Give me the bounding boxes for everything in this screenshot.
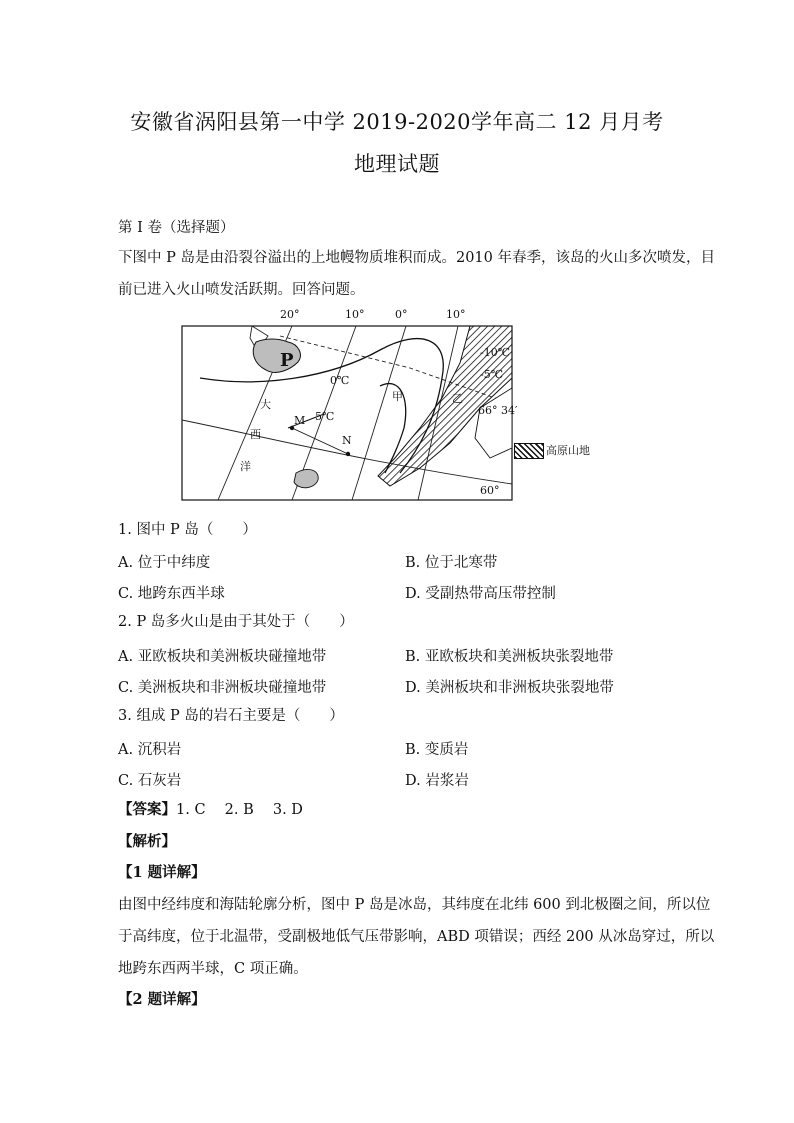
label-yi: 乙 <box>452 392 463 405</box>
top-label-10w: 10° <box>345 308 365 321</box>
q2-option-a: A. 亚欧板块和美洲板块碰撞地带 <box>118 649 327 665</box>
point-n <box>346 452 350 456</box>
top-label-10e: 10° <box>446 308 466 321</box>
legend-swatch <box>514 443 544 459</box>
section-heading: 第 I 卷（选择题） <box>118 220 235 236</box>
latitude-60 <box>182 420 512 484</box>
detail-1-line-3: 地跨东西两半球，C 项正确。 <box>118 961 308 977</box>
label-m: M <box>294 414 306 427</box>
title-line-1: 安徽省涡阳县第一中学 2019-2020学年高二 12 月月考 <box>130 110 664 134</box>
label-minus5c: -5℃ <box>480 368 504 381</box>
answer-line <box>118 800 303 820</box>
title-line-2: 地理试题 <box>354 152 440 176</box>
intro-line-2: 前已进入火山喷发活跃期。回答问题。 <box>118 282 365 298</box>
legend-label: 高原山地 <box>546 444 590 457</box>
ocean-char-3: 洋 <box>240 460 251 473</box>
q3-option-d: D. 岩浆岩 <box>405 773 469 789</box>
analysis-label: 【解析】 <box>118 833 176 850</box>
route-mn <box>292 428 348 454</box>
top-label-0: 0° <box>395 308 408 321</box>
label-jia: 甲 <box>392 390 403 403</box>
detail-2-label: 【2 题详解】 <box>118 991 206 1008</box>
q2-option-b: B. 亚欧板块和美洲板块张裂地带 <box>405 649 614 665</box>
q1-option-b: B. 位于北寒带 <box>405 555 498 571</box>
label-5c: 5℃ <box>315 410 335 423</box>
answer-text: 1. C 2. B 3. D <box>176 802 303 818</box>
detail-1-line-1: 由图中经纬度和海陆轮廓分析，图中 P 岛是冰岛，其纬度在北纬 600 到北极圈之间，所以位 <box>118 897 711 913</box>
question-2-stem: 2. P 岛多火山是由于其处于（ ） <box>118 614 354 630</box>
q2-option-c: C. 美洲板块和非洲板块碰撞地带 <box>118 680 327 696</box>
detail-1-label: 【1 题详解】 <box>118 864 206 881</box>
q1-option-d: D. 受副热带高压带控制 <box>405 586 556 602</box>
q3-option-b: B. 变质岩 <box>405 742 469 758</box>
label-minus10c: -10℃ <box>480 346 511 359</box>
ocean-char-1: 大 <box>260 398 271 411</box>
intro-line-1: 下图中 P 岛是由沿裂谷溢出的上地幔物质堆积而成。2010 年春季，该岛的火山多次喷发，目 <box>118 250 715 266</box>
map-figure <box>180 308 520 504</box>
q3-option-a: A. 沉积岩 <box>118 742 182 758</box>
label-60n: 60° <box>480 484 500 497</box>
small-island <box>294 469 318 487</box>
label-n: N <box>342 434 352 447</box>
question-3-stem: 3. 组成 P 岛的岩石主要是（ ） <box>118 708 344 724</box>
q3-option-c: C. 石灰岩 <box>118 773 182 789</box>
top-label-20: 20° <box>280 308 300 321</box>
detail-1-line-2: 于高纬度，位于北温带，受副极地低气压带影响，ABD 项错误；西经 200 从冰岛穿过，所以 <box>118 929 715 945</box>
island-label-p: P <box>280 350 294 371</box>
answer-label: 【答案】 <box>118 801 176 818</box>
ocean-char-2: 西 <box>250 428 261 441</box>
q2-option-d: D. 美洲板块和非洲板块张裂地带 <box>405 680 614 696</box>
q1-option-c: C. 地跨东西半球 <box>118 586 225 602</box>
q1-option-a: A. 位于中纬度 <box>118 555 211 571</box>
label-arctic-circle: 66° 34′ <box>478 404 518 417</box>
label-0c: 0℃ <box>330 374 350 387</box>
question-1-stem: 1. 图中 P 岛（ ） <box>118 522 257 538</box>
